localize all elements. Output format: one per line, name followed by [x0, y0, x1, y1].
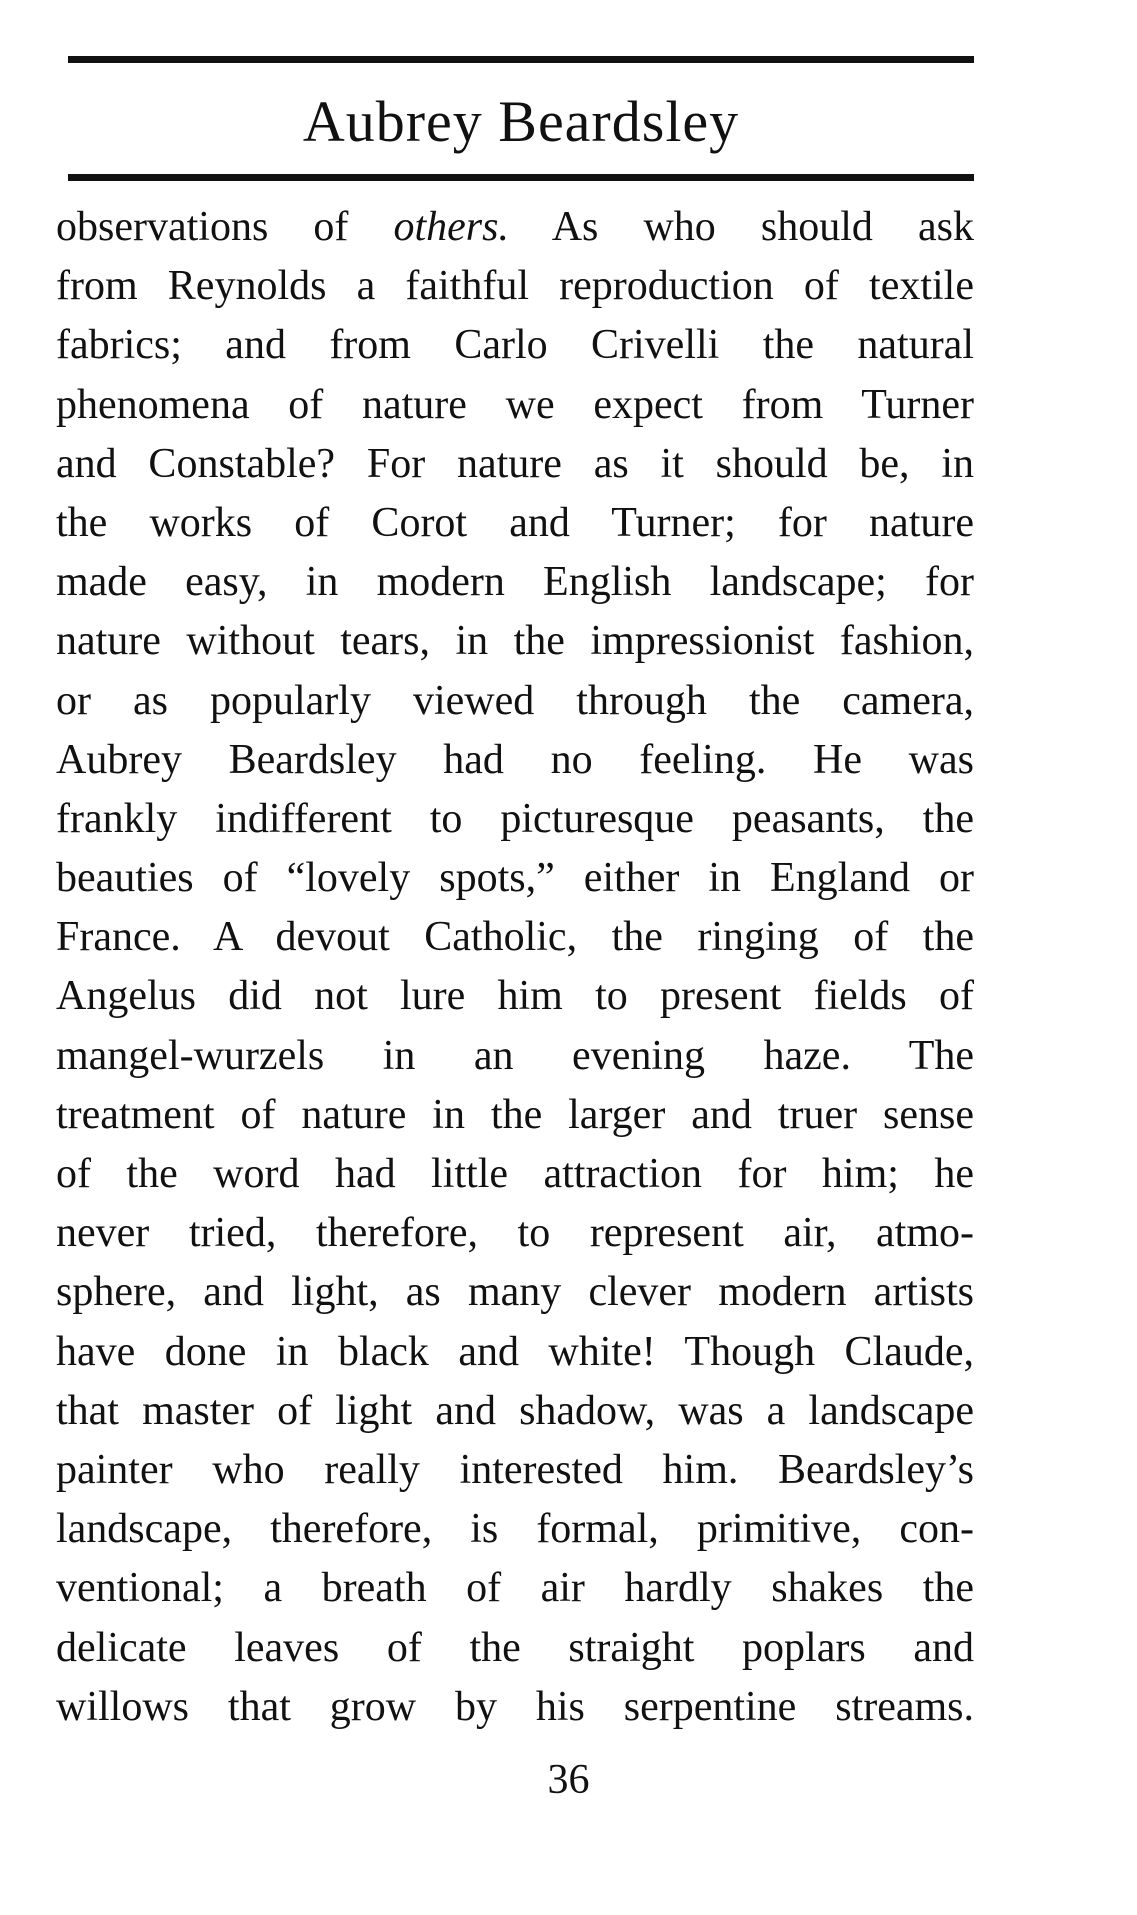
body-text — [56, 198, 974, 1737]
text-line: willows that grow by his serpentine streams. — [56, 1683, 974, 1730]
text-line: delicate leaves of the straight poplars and — [56, 1624, 974, 1671]
text-line: painter who really interested him. Beardsley’s — [56, 1446, 974, 1493]
text-line-start: observations of — [56, 204, 394, 250]
text-line: from Reynolds a faithful reproduction of textile — [56, 263, 974, 310]
page-number: 36 — [547, 1757, 590, 1803]
text-line: made easy, in modern English landscape; for — [56, 559, 974, 606]
text-line: beauties of “lovely spots,” either in England or — [56, 855, 974, 902]
text-line: fabrics; and from Carlo Crivelli the natural — [56, 322, 974, 369]
text-line-end: As who should ask — [508, 204, 974, 250]
header-top-rule — [68, 56, 974, 63]
text-line: the works of Corot and Turner; for nature — [56, 499, 974, 546]
text-line: Angelus did not lure him to present fields of — [56, 973, 974, 1020]
text-line: sphere, and light, as many clever modern artists — [56, 1269, 974, 1316]
running-head: Aubrey Beardsley — [302, 89, 740, 154]
text-line: nature without tears, in the impressionist fashion, — [56, 618, 974, 665]
text-line — [56, 198, 974, 257]
italic-word: others. — [393, 204, 509, 250]
text-line: and Constable? For nature as it should be, in — [56, 440, 974, 487]
text-line: frankly indifferent to picturesque peasants, the — [56, 795, 974, 842]
text-line: phenomena of nature we expect from Turner — [56, 381, 974, 428]
text-line: Aubrey Beardsley had no feeling. He was — [56, 736, 974, 783]
text-line: landscape, therefore, is formal, primitive, con- — [56, 1506, 974, 1553]
text-line: treatment of nature in the larger and truer sense — [56, 1091, 974, 1138]
text-line: France. A devout Catholic, the ringing of the — [56, 914, 974, 961]
text-line: or as popularly viewed through the camera, — [56, 677, 974, 724]
text-line: have done in black and white! Though Claude, — [56, 1328, 974, 1375]
text-line: ventional; a breath of air hardly shakes the — [56, 1565, 974, 1612]
text-line: that master of light and shadow, was a landscape — [56, 1387, 974, 1434]
text-line: of the word had little attraction for him; he — [56, 1151, 974, 1197]
text-line: never tried, therefore, to represent air, atmo- — [56, 1210, 974, 1257]
header-bottom-rule — [68, 174, 974, 181]
text-line: mangel-wurzels in an evening haze. The — [56, 1032, 974, 1079]
